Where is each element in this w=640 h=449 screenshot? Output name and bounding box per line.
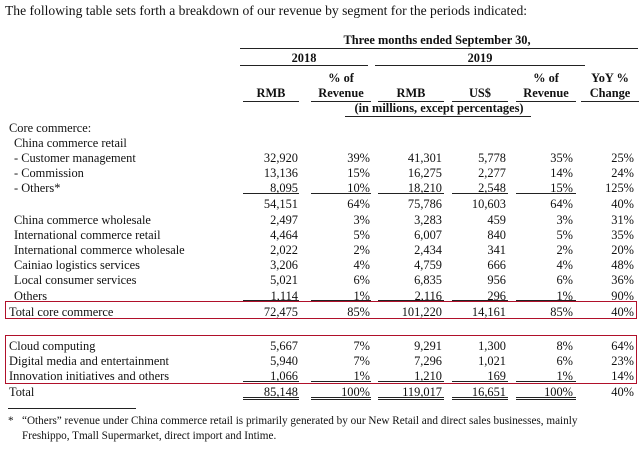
subtotal-rule [243,193,299,194]
row-value: 6% [556,354,573,368]
row-label: China commerce wholesale [14,213,151,227]
row-value: 125% [605,181,634,195]
row-value: 5% [353,228,370,242]
row-value: 6,835 [414,273,442,287]
col-rmb-2019: RMB [396,86,426,100]
row-label: Innovation initiatives and others [9,369,170,383]
row-value: 15% [347,166,370,180]
row-value: 40% [611,385,634,399]
row-value: 459 [487,213,506,227]
row-value: 3,283 [414,213,442,227]
period-heading: Three months ended September 30, [343,33,531,47]
row-label: Total [9,385,35,399]
row-label: China commerce retail [14,136,127,150]
grand-total-double-rule [243,397,299,400]
row-value: 5,940 [270,354,298,368]
row-label: International commerce wholesale [14,243,185,257]
footnote-line2: Freshippo, Tmall Supermarket, direct import and Intime. [22,430,277,442]
row-value: 24% [611,166,634,180]
row-value: 1% [556,369,573,383]
row-label: - Others* [14,181,61,195]
row-value: 35% [611,228,634,242]
row-value: 10,603 [471,197,506,211]
year-2018-rule [240,65,368,66]
footnote-line1: “Others” revenue under China commerce retail is primarily generated by our New Retail and direct sales businesses, mainly [22,415,578,427]
row-value: 5,667 [270,339,298,353]
col-pct-2019-line1: % of [533,71,559,85]
row-value: 90% [611,289,634,303]
row-value: 6,007 [414,228,442,242]
row-value: 4,464 [270,228,298,242]
row-value: 2,277 [478,166,506,180]
row-value: 5% [556,228,573,242]
row-value: 2,497 [270,213,298,227]
row-value: 1,066 [270,369,298,383]
subtotal-rule [516,193,576,194]
year-2019-heading: 2019 [467,51,493,65]
row-value: 20% [611,243,634,257]
col-yoy-line2: Change [589,86,631,100]
row-value: 32,920 [263,151,298,165]
row-label: Total core commerce [9,305,114,319]
row-value: 14% [611,369,634,383]
row-value: 5,778 [478,151,506,165]
row-value: 25% [611,151,634,165]
row-value: 2% [556,243,573,257]
col-pct-2019-line2: Revenue [523,86,569,100]
row-value: 15% [550,181,573,195]
row-value: 1,114 [270,289,298,303]
row-value: 4% [353,258,370,272]
col-usd-2019: US$ [468,86,492,100]
row-value: 23% [611,354,634,368]
row-value: 8% [556,339,573,353]
row-value: 2,116 [414,289,442,303]
row-value: 6% [556,273,573,287]
row-value: 1,210 [414,369,442,383]
row-value: 3% [556,213,573,227]
row-value: 100% [341,385,370,399]
row-value: 956 [487,273,506,287]
row-label: Cainiao logistics services [14,258,140,272]
row-value: 1% [556,289,573,303]
row-value: 4% [556,258,573,272]
row-value: 85,148 [263,385,298,399]
year-2019-rule [375,65,585,66]
row-value: 85% [550,305,573,319]
period-rule [240,48,638,49]
row-value: 36% [611,273,634,287]
col-pct-2018-line2: Revenue [318,86,364,100]
row-value: 1% [353,289,370,303]
row-value: 341 [487,243,506,257]
row-value: 5,021 [270,273,298,287]
row-value: 840 [487,228,506,242]
highlight-box-core-total [5,301,637,319]
row-value: 16,275 [407,166,442,180]
row-value: 13,136 [263,166,298,180]
row-value: 48% [611,258,634,272]
units-rule [345,116,531,117]
row-label: Core commerce: [9,121,92,135]
row-value: 1% [353,369,370,383]
row-value: 54,151 [263,197,298,211]
highlight-box-other-segments [5,335,637,384]
row-value: 75,786 [407,197,442,211]
grand-total-double-rule [378,397,444,400]
row-value: 296 [487,289,506,303]
row-value: 72,475 [263,305,298,319]
row-label: Others [14,289,48,303]
subtotal-rule [311,193,371,194]
row-value: 35% [550,151,573,165]
grand-total-double-rule [311,397,371,400]
subtotal-rule [378,193,444,194]
row-value: 40% [611,305,634,319]
row-value: 7% [353,339,370,353]
row-label: Local consumer services [14,273,137,287]
col-yoy-line1: YoY % [591,71,629,85]
footnote-marker: * [8,415,14,427]
row-value: 2,548 [478,181,506,195]
row-value: 3,206 [270,258,298,272]
row-value: 10% [347,181,370,195]
row-label: - Customer management [14,151,136,165]
col-rmb-2018: RMB [256,86,286,100]
row-value: 119,017 [402,385,442,399]
row-value: 100% [544,385,573,399]
row-value: 41,301 [407,151,442,165]
units-note: (in millions, except percentages) [354,101,524,115]
row-value: 40% [611,197,634,211]
row-value: 7,296 [414,354,442,368]
row-value: 1,021 [478,354,506,368]
year-2018-heading: 2018 [291,51,317,65]
row-value: 3% [353,213,370,227]
row-value: 16,651 [471,385,506,399]
row-value: 14% [550,166,573,180]
row-value: 18,210 [407,181,442,195]
row-value: 7% [353,354,370,368]
row-value: 64% [611,339,634,353]
footnote-rule [8,408,136,409]
row-value: 64% [347,197,370,211]
grand-total-double-rule [516,397,576,400]
row-label: International commerce retail [14,228,161,242]
col-pct-2018-line1: % of [328,71,354,85]
row-value: 169 [487,369,506,383]
row-value: 14,161 [471,305,506,319]
row-value: 9,291 [414,339,442,353]
row-value: 8,095 [270,181,298,195]
row-value: 101,220 [401,305,442,319]
subtotal-rule [452,193,508,194]
intro-text: The following table sets forth a breakdown of our revenue by segment for the periods indicated: [5,3,528,18]
row-value: 2% [353,243,370,257]
row-value: 2,022 [270,243,298,257]
row-value: 666 [487,258,506,272]
row-value: 1,300 [478,339,506,353]
row-label: Digital media and entertainment [9,354,169,368]
row-value: 64% [550,197,573,211]
row-label: Cloud computing [9,339,96,353]
row-value: 85% [347,305,370,319]
row-value: 2,434 [414,243,442,257]
grand-total-double-rule [452,397,508,400]
row-value: 31% [611,213,634,227]
row-value: 39% [347,151,370,165]
row-value: 6% [353,273,370,287]
row-label: - Commission [14,166,84,180]
row-value: 4,759 [414,258,442,272]
